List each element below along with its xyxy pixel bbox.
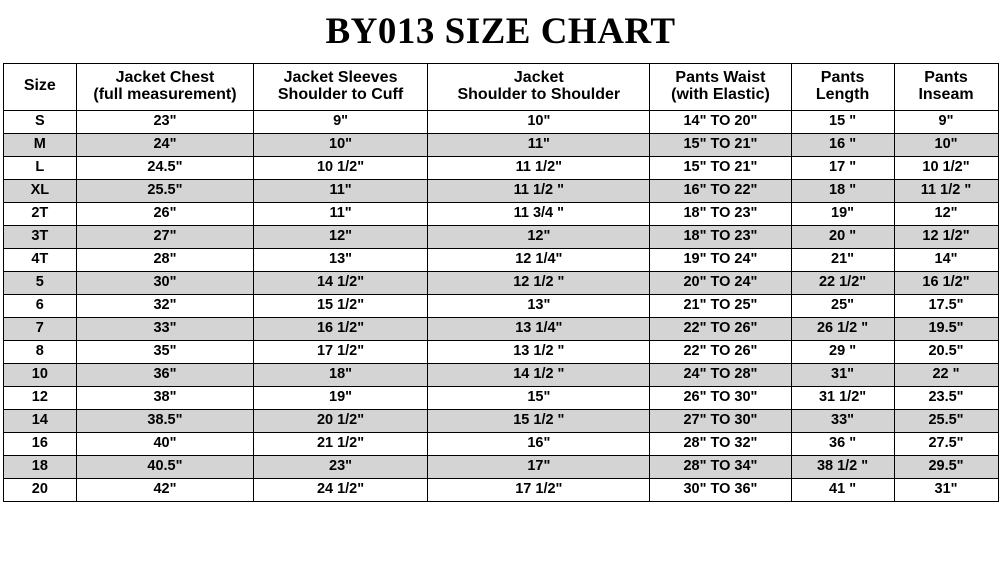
cell-jacket-shoulder: 11 1/2" — [428, 156, 650, 179]
table-row — [3, 156, 998, 179]
cell-size: 16 — [3, 432, 77, 455]
cell-pants-length: 25" — [791, 294, 894, 317]
cell-pants-length: 21" — [791, 248, 894, 271]
column-header-size-line1: Size — [23, 77, 56, 95]
cell-pants-inseam: 25.5" — [894, 409, 998, 432]
cell-pants-waist: 14" TO 20" — [650, 110, 791, 133]
table-row — [3, 248, 998, 271]
cell-jacket-sleeves: 12" — [253, 225, 428, 248]
cell-jacket-sleeves: 10" — [253, 133, 428, 156]
cell-jacket-sleeves: 9" — [253, 110, 428, 133]
cell-size: 18 — [3, 455, 77, 478]
cell-jacket-chest: 23" — [77, 110, 254, 133]
cell-jacket-shoulder: 11 3/4 " — [428, 202, 650, 225]
cell-jacket-sleeves: 19" — [253, 386, 428, 409]
column-header-size — [3, 63, 77, 110]
cell-pants-waist: 15" TO 21" — [650, 156, 791, 179]
cell-jacket-chest: 42" — [77, 478, 254, 501]
table-row — [3, 317, 998, 340]
cell-jacket-shoulder: 11 1/2 " — [428, 179, 650, 202]
cell-jacket-chest: 26" — [77, 202, 254, 225]
cell-jacket-chest: 30" — [77, 271, 254, 294]
cell-pants-length: 18 " — [791, 179, 894, 202]
cell-jacket-chest: 38" — [77, 386, 254, 409]
cell-size: 7 — [3, 317, 77, 340]
cell-pants-inseam: 22 " — [894, 363, 998, 386]
cell-jacket-sleeves: 23" — [253, 455, 428, 478]
cell-pants-waist: 15" TO 21" — [650, 133, 791, 156]
cell-jacket-shoulder: 15 1/2 " — [428, 409, 650, 432]
cell-size: 2T — [3, 202, 77, 225]
cell-size: 5 — [3, 271, 77, 294]
table-row — [3, 409, 998, 432]
column-header-jacket-sleeves-line2: Shoulder to Cuff — [277, 85, 404, 103]
cell-jacket-sleeves: 20 1/2" — [253, 409, 428, 432]
column-header-pants-length — [791, 63, 894, 110]
cell-pants-length: 31" — [791, 363, 894, 386]
cell-pants-length: 29 " — [791, 340, 894, 363]
table-row — [3, 225, 998, 248]
cell-jacket-shoulder: 13 1/2 " — [428, 340, 650, 363]
cell-size: M — [3, 133, 77, 156]
cell-jacket-shoulder: 16" — [428, 432, 650, 455]
size-chart-page — [0, 12, 1001, 561]
cell-jacket-chest: 24" — [77, 133, 254, 156]
column-header-jacket-shoulder-line1: Jacket — [513, 68, 564, 86]
table-row — [3, 455, 998, 478]
cell-pants-inseam: 16 1/2" — [894, 271, 998, 294]
column-header-jacket-shoulder — [428, 63, 650, 110]
cell-size: 14 — [3, 409, 77, 432]
cell-pants-inseam: 12" — [894, 202, 998, 225]
column-header-pants-inseam-line2: Inseam — [918, 85, 974, 103]
cell-pants-waist: 30" TO 36" — [650, 478, 791, 501]
column-header-pants-inseam — [894, 63, 998, 110]
cell-jacket-shoulder: 12 1/4" — [428, 248, 650, 271]
cell-pants-inseam: 9" — [894, 110, 998, 133]
column-header-pants-waist-line2: (with Elastic) — [671, 85, 770, 103]
cell-pants-length: 26 1/2 " — [791, 317, 894, 340]
column-header-jacket-chest — [77, 63, 254, 110]
column-header-jacket-sleeves-line1: Jacket Sleeves — [283, 68, 398, 86]
cell-size: XL — [3, 179, 77, 202]
table-row — [3, 478, 998, 501]
cell-pants-inseam: 27.5" — [894, 432, 998, 455]
cell-pants-length: 38 1/2 " — [791, 455, 894, 478]
table-row — [3, 110, 998, 133]
cell-jacket-chest: 28" — [77, 248, 254, 271]
cell-jacket-shoulder: 11" — [428, 133, 650, 156]
cell-pants-inseam: 19.5" — [894, 317, 998, 340]
cell-pants-length: 20 " — [791, 225, 894, 248]
page-title: BY013 SIZE CHART — [325, 11, 676, 52]
cell-size: 4T — [3, 248, 77, 271]
table-body — [3, 110, 998, 501]
cell-pants-length: 19" — [791, 202, 894, 225]
cell-pants-length: 16 " — [791, 133, 894, 156]
column-header-pants-length-line1: Pants — [820, 68, 865, 86]
column-header-jacket-shoulder-line2: Shoulder to Shoulder — [457, 85, 621, 103]
cell-pants-inseam: 17.5" — [894, 294, 998, 317]
table-row — [3, 340, 998, 363]
cell-pants-length: 41 " — [791, 478, 894, 501]
cell-pants-inseam: 12 1/2" — [894, 225, 998, 248]
cell-jacket-sleeves: 11" — [253, 179, 428, 202]
cell-pants-waist: 27" TO 30" — [650, 409, 791, 432]
table-row — [3, 179, 998, 202]
column-header-jacket-chest-line1: Jacket Chest — [115, 68, 215, 86]
cell-pants-waist: 22" TO 26" — [650, 317, 791, 340]
cell-pants-inseam: 14" — [894, 248, 998, 271]
cell-jacket-chest: 35" — [77, 340, 254, 363]
column-header-pants-length-line2: Length — [815, 85, 870, 103]
table-row — [3, 271, 998, 294]
column-header-pants-waist-line1: Pants Waist — [675, 68, 766, 86]
cell-jacket-sleeves: 15 1/2" — [253, 294, 428, 317]
cell-pants-waist: 16" TO 22" — [650, 179, 791, 202]
cell-pants-inseam: 20.5" — [894, 340, 998, 363]
cell-size: 12 — [3, 386, 77, 409]
cell-jacket-shoulder: 13 1/4" — [428, 317, 650, 340]
cell-pants-length: 17 " — [791, 156, 894, 179]
cell-pants-inseam: 11 1/2 " — [894, 179, 998, 202]
cell-pants-waist: 26" TO 30" — [650, 386, 791, 409]
table-header-row — [3, 63, 998, 110]
cell-pants-length: 36 " — [791, 432, 894, 455]
cell-pants-inseam: 31" — [894, 478, 998, 501]
cell-jacket-shoulder: 15" — [428, 386, 650, 409]
cell-pants-inseam: 10" — [894, 133, 998, 156]
column-header-pants-waist — [650, 63, 791, 110]
cell-jacket-sleeves: 16 1/2" — [253, 317, 428, 340]
cell-pants-waist: 19" TO 24" — [650, 248, 791, 271]
column-header-pants-inseam-line1: Pants — [924, 68, 968, 86]
cell-jacket-chest: 40.5" — [77, 455, 254, 478]
cell-pants-waist: 24" TO 28" — [650, 363, 791, 386]
cell-jacket-sleeves: 14 1/2" — [253, 271, 428, 294]
cell-jacket-shoulder: 17" — [428, 455, 650, 478]
cell-pants-waist: 21" TO 25" — [650, 294, 791, 317]
table-row — [3, 133, 998, 156]
cell-pants-inseam: 29.5" — [894, 455, 998, 478]
table-row — [3, 294, 998, 317]
cell-pants-inseam: 10 1/2" — [894, 156, 998, 179]
cell-pants-length: 15 " — [791, 110, 894, 133]
cell-pants-waist: 18" TO 23" — [650, 225, 791, 248]
cell-size: L — [3, 156, 77, 179]
cell-jacket-shoulder: 12 1/2 " — [428, 271, 650, 294]
table-header — [3, 63, 998, 110]
cell-jacket-chest: 36" — [77, 363, 254, 386]
cell-jacket-chest: 33" — [77, 317, 254, 340]
cell-jacket-shoulder: 13" — [428, 294, 650, 317]
column-header-jacket-sleeves — [253, 63, 428, 110]
cell-jacket-sleeves: 13" — [253, 248, 428, 271]
table-row — [3, 432, 998, 455]
cell-jacket-chest: 25.5" — [77, 179, 254, 202]
cell-size: S — [3, 110, 77, 133]
cell-pants-waist: 22" TO 26" — [650, 340, 791, 363]
cell-jacket-sleeves: 10 1/2" — [253, 156, 428, 179]
table-row — [3, 363, 998, 386]
table-row — [3, 386, 998, 409]
cell-jacket-chest: 24.5" — [77, 156, 254, 179]
cell-size: 3T — [3, 225, 77, 248]
cell-size: 10 — [3, 363, 77, 386]
cell-pants-length: 22 1/2" — [791, 271, 894, 294]
cell-pants-waist: 28" TO 34" — [650, 455, 791, 478]
cell-pants-waist: 28" TO 32" — [650, 432, 791, 455]
cell-jacket-chest: 40" — [77, 432, 254, 455]
cell-size: 20 — [3, 478, 77, 501]
cell-pants-waist: 20" TO 24" — [650, 271, 791, 294]
cell-pants-length: 31 1/2" — [791, 386, 894, 409]
cell-jacket-chest: 27" — [77, 225, 254, 248]
cell-jacket-sleeves: 18" — [253, 363, 428, 386]
column-header-jacket-chest-line2: (full measurement) — [93, 85, 237, 103]
cell-jacket-shoulder: 14 1/2 " — [428, 363, 650, 386]
size-chart-table — [3, 63, 999, 502]
cell-jacket-chest: 38.5" — [77, 409, 254, 432]
cell-jacket-chest: 32" — [77, 294, 254, 317]
cell-jacket-shoulder: 10" — [428, 110, 650, 133]
cell-jacket-shoulder: 17 1/2" — [428, 478, 650, 501]
cell-pants-inseam: 23.5" — [894, 386, 998, 409]
cell-pants-waist: 18" TO 23" — [650, 202, 791, 225]
cell-size: 8 — [3, 340, 77, 363]
cell-pants-length: 33" — [791, 409, 894, 432]
cell-jacket-sleeves: 11" — [253, 202, 428, 225]
cell-jacket-sleeves: 24 1/2" — [253, 478, 428, 501]
cell-jacket-sleeves: 21 1/2" — [253, 432, 428, 455]
cell-jacket-sleeves: 17 1/2" — [253, 340, 428, 363]
table-row — [3, 202, 998, 225]
cell-jacket-shoulder: 12" — [428, 225, 650, 248]
cell-size: 6 — [3, 294, 77, 317]
